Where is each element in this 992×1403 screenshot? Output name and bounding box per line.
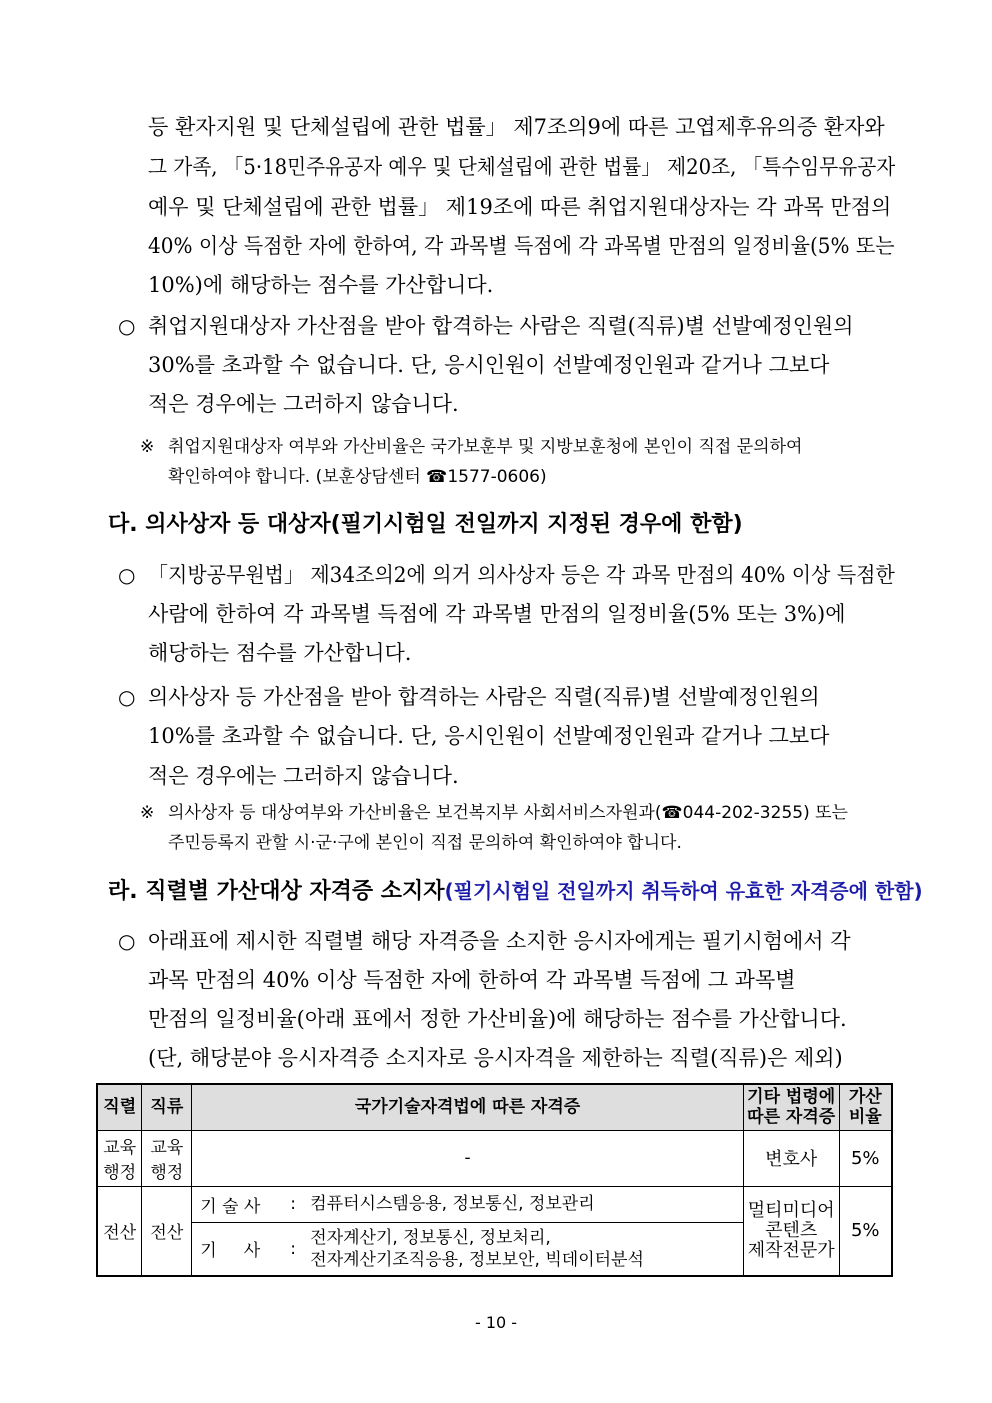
cert-grade-label: 기 술 사 [200,1196,261,1217]
cert-grade-label: 기 사 [200,1241,261,1262]
page-number: - 10 - [474,1313,518,1332]
note-line: 주민등록지 관할 시·군·구에 본인이 직접 문의하여 확인하여야 합니다. [168,833,682,853]
table-row [97,1186,892,1222]
text-line: 그 가족, 「5·18민주유공자 예우 및 단체설립에 관한 법률」 제20조, 「특수임무유공자 [148,155,896,179]
cell-series: 전산 [97,1186,142,1276]
cert-items [310,1227,644,1271]
circle-bullet-icon: ○ [118,314,136,338]
text-line: 과목 만점의 40% 이상 득점한 자에 한하여 각 과목별 득점에 그 과목별 [148,968,796,992]
heading-condition: (필기시험일 전일까지 취득하여 유효한 자격증에 한함) [444,879,923,903]
cell-line: 콘텐츠 [765,1219,818,1241]
cell-cert-engineer-master [192,1186,744,1222]
header-class: 직류 [142,1084,192,1130]
text-line: 10%)에 해당하는 점수를 가산합니다. [148,273,494,297]
header-rate-line: 가산 [848,1087,882,1108]
cell-rate: 5% [839,1130,892,1186]
cell-line: 제작전문가 [747,1239,835,1261]
text-line: 「지방공무원법」 제34조의2에 의거 의사상자 등은 각 과목 만점의 40% 이상 득점한 [148,563,895,587]
text-line: 만점의 일정비율(아래 표에서 정한 가산비율)에 해당하는 점수를 가산합니다. [148,1007,847,1031]
note-line: 의사상자 등 대상여부와 가산비율은 보건복지부 사회서비스자원과(☎044-202-3255) 또는 [168,803,848,823]
header-series: 직렬 [97,1084,142,1130]
text-line: 의사상자 등 가산점을 받아 합격하는 사람은 직렬(직류)별 선발예정인원의 [148,685,820,709]
header-rate [839,1084,892,1130]
text-line: 사람에 한하여 각 과목별 득점에 각 과목별 만점의 일정비율(5% 또는 3%)에 [148,602,846,626]
reference-mark-icon: ※ [140,803,155,823]
section-heading-ra [108,873,923,910]
cell-series [97,1130,142,1186]
circle-bullet-icon: ○ [118,685,136,709]
header-other-line: 따른 자격증 [747,1107,836,1128]
header-rate-line: 비율 [848,1107,882,1128]
note-line: 취업지원대상자 여부와 가산비율은 국가보훈부 및 지방보훈청에 본인이 직접 문의하여 [168,437,803,457]
text-line: 30%를 초과할 수 없습니다. 단, 응시인원이 선발예정인원과 같거나 그보다 [148,353,830,377]
cert-colon: : [290,1194,296,1214]
text-line: 아래표에 제시한 직렬별 해당 자격증을 소지한 응시자에게는 필기시험에서 각 [148,929,851,953]
cert-items: 컴퓨터시스템응용, 정보통신, 정보관리 [310,1194,595,1214]
cell-line: 행정 [150,1163,184,1183]
header-other-cert [743,1084,839,1130]
cert-items-line: 전자계산기조직응용, 정보보안, 빅데이터분석 [310,1249,644,1270]
cell-class [142,1130,192,1186]
cell-other-cert [743,1186,839,1276]
cell-rate: 5% [839,1186,892,1276]
cell-cert-engineer [192,1222,744,1276]
text-line: 예우 및 단체설립에 관한 법률」 제19조에 따른 취업지원대상자는 각 과목 만점의 [148,195,892,219]
circle-bullet-icon: ○ [118,563,136,587]
table-header-row [97,1084,892,1130]
table-row [97,1130,892,1186]
header-national-cert: 국가기술자격법에 따른 자격증 [192,1084,744,1130]
text-line: 10%를 초과할 수 없습니다. 단, 응시인원이 선발예정인원과 같거나 그보다 [148,724,830,748]
cert-colon: : [290,1238,296,1259]
cell-class: 전산 [142,1186,192,1276]
text-line: 적은 경우에는 그러하지 않습니다. [148,764,459,788]
text-line: 취업지원대상자 가산점을 받아 합격하는 사람은 직렬(직류)별 선발예정인원의 [148,314,854,338]
text-line: 적은 경우에는 그러하지 않습니다. [148,392,459,416]
cell-line: 행정 [103,1163,137,1183]
cell-line: 멀티미디어 [747,1199,835,1221]
note-line: 확인하여야 합니다. (보훈상담센터 ☎1577-0606) [168,467,547,487]
cell-other-cert: 변호사 [743,1130,839,1186]
cell-line: 교육 [103,1138,137,1158]
section-heading-da: 다. 의사상자 등 대상자(필기시험일 전일까지 지정된 경우에 한함) [108,512,743,537]
heading-main: 라. 직렬별 가산대상 자격증 소지자 [108,879,445,904]
text-line: 40% 이상 득점한 자에 한하여, 각 과목별 득점에 각 과목별 만점의 일정비율(5% 또는 [148,234,895,258]
certificate-table [96,1083,893,1277]
cell-national-cert: - [192,1130,744,1186]
circle-bullet-icon: ○ [118,929,136,953]
cell-line: 교육 [150,1138,184,1158]
text-line: 해당하는 점수를 가산합니다. [148,641,412,665]
reference-mark-icon: ※ [140,437,155,457]
text-line: 등 환자지원 및 단체설립에 관한 법률」 제7조의9에 따른 고엽제후유의증 환자와 [148,115,885,139]
header-other-line: 기타 법령에 [747,1087,836,1108]
cert-items-line: 전자계산기, 정보통신, 정보처리, [310,1227,551,1248]
text-line: (단, 해당분야 응시자격증 소지자로 응시자격을 제한하는 직렬(직류)은 제외) [148,1046,843,1070]
